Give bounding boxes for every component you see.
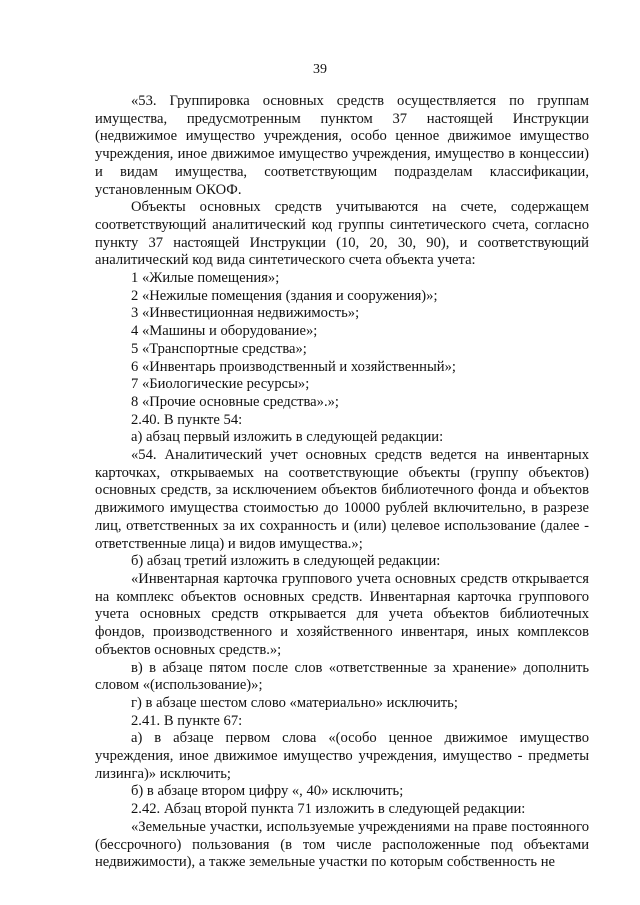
paragraph: «Инвентарная карточка группового учета основных средств открывается на комплекс объектов основных средств. Инвентарная карточка группового учета основных средств открывается для учета объектов библиотечных фондов, производственного и хозяйственного инвентаря, иных комплексов объектов основных средств.»; <box>95 570 589 658</box>
list-line: 3 «Инвестиционная недвижимость»; <box>131 305 360 322</box>
list-line: 2.42. Абзац второй пункта 71 изложить в следующей редакции: <box>131 801 526 818</box>
paragraph: а) в абзаце первом слова «(особо ценное движимое имущество учреждения, иное движимое имущество учреждения, имущество - предметы лизинга)» исключить; <box>95 730 589 782</box>
list-line: г) в абзаце шестом слово «материально» исключить; <box>131 694 458 711</box>
list-line: 6 «Инвентарь производственный и хозяйственный»; <box>131 358 456 375</box>
paragraph: в) в абзаце пятом после слов «ответственные за хранение» дополнить словом «(использование)»; <box>95 659 589 694</box>
list-line: а) абзац первый изложить в следующей редакции: <box>131 429 444 446</box>
paragraph: «Земельные участки, используемые учреждениями на праве постоянного (бессрочного) пользования (в том числе расположенные под объектами недвижимости), а также земельные участки по которым собственность не <box>95 818 589 871</box>
list-line: б) абзац третий изложить в следующей редакции: <box>131 553 441 570</box>
list-line: 5 «Транспортные средства»; <box>131 340 307 357</box>
list-line: 2.40. В пункте 54: <box>131 411 243 428</box>
list-line: 1 «Жилые помещения»; <box>131 270 280 287</box>
list-line: 8 «Прочие основные средства».»; <box>131 393 339 410</box>
paragraph: «54. Аналитический учет основных средств ведется на инвентарных карточках, открываемых на соответствующие объекты (группу объектов) основных средств, за исключением объектов библиотечного фонда и объектов движимого имущества стоимостью до 10000 рублей включительно, в разрезе лиц, ответственных за их сохранность и (или) целевое использование (далее - ответственные лица) и видов имущества.»; <box>95 447 589 552</box>
list-line: 4 «Машины и оборудование»; <box>131 323 318 340</box>
list-line: 2.41. В пункте 67: <box>131 712 243 729</box>
paragraph: «53. Группировка основных средств осуществляется по группам имущества, предусмотренным пунктом 37 настоящей Инструкции (недвижимое имущество учреждения, особо ценное движимое имущество учреждения, иное движимое имущество учреждения, имущество в концессии) и видам имущества, соответствующим подразделам классификации, установленным ОКОФ. <box>95 93 589 198</box>
list-line: 2 «Нежилые помещения (здания и сооружения)»; <box>131 287 438 304</box>
page-number: 39 <box>313 62 327 77</box>
document-body <box>95 93 589 872</box>
list-line: б) в абзаце втором цифру «, 40» исключить; <box>131 783 404 800</box>
list-line: 7 «Биологические ресурсы»; <box>131 376 310 393</box>
paragraph: Объекты основных средств учитываются на счете, содержащем соответствующий аналитический код группы синтетического счета, согласно пункту 37 настоящей Инструкции (10, 20, 30, 90), и соответствующий аналитический код вида синтетического счета объекта учета: <box>95 199 589 269</box>
